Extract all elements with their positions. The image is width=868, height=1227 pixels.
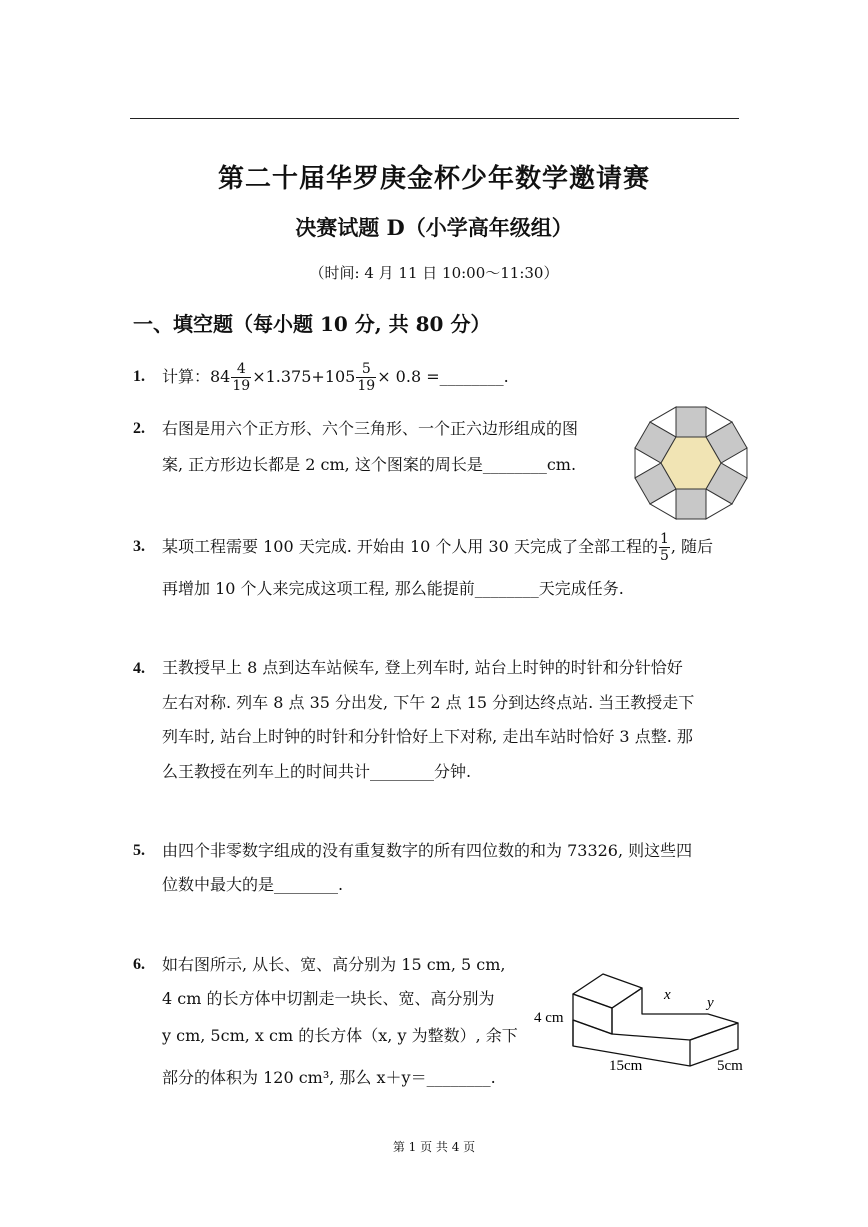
label-x: x bbox=[664, 987, 671, 1003]
page-title: 第二十届华罗庚金杯少年数学邀请赛 bbox=[217, 164, 650, 194]
page-subtitle: 决赛试题 D（小学高年级组） bbox=[295, 215, 573, 240]
time-info: （时间: 4 月 11 日 10:00～11:30） bbox=[309, 264, 559, 282]
question-2-line-2: 案, 正方形边长都是 2 cm, 这个图案的周长是________cm. bbox=[162, 455, 577, 474]
cuboid-figure bbox=[528, 962, 753, 1078]
fraction bbox=[356, 361, 376, 394]
q1-prefix: 计算：84 bbox=[162, 367, 231, 386]
question-number: 4. bbox=[133, 660, 145, 677]
square bbox=[676, 489, 706, 519]
question-1-text bbox=[162, 355, 509, 399]
question-number: 6. bbox=[133, 956, 145, 973]
question-6-line-3: y cm, 5cm, x cm 的长方体（x, y 为整数）, 余下 bbox=[162, 1026, 518, 1045]
square bbox=[676, 407, 706, 437]
header-rule bbox=[130, 118, 739, 119]
question-6-line-2: 4 cm 的长方体中切割走一块长、宽、高分别为 bbox=[162, 989, 495, 1008]
label-height: 4 cm bbox=[534, 1010, 564, 1026]
dodecagon-figure bbox=[630, 402, 752, 524]
question-number: 5. bbox=[133, 842, 145, 859]
cuboid-front-step-face bbox=[573, 994, 612, 1034]
q3-suffix: , 随后 bbox=[670, 537, 714, 556]
question-5-line-2: 位数中最大的是________. bbox=[162, 875, 344, 894]
fraction-numerator: 4 bbox=[236, 361, 246, 377]
section-heading: 一、填空题（每小题 10 分, 共 80 分） bbox=[133, 312, 491, 336]
question-number: 3. bbox=[133, 538, 145, 555]
cuboid-edge bbox=[612, 1034, 690, 1040]
question-6-line-4: 部分的体积为 120 cm³, 那么 x＋y＝________. bbox=[162, 1068, 496, 1087]
question-4-line-2: 左右对称. 列车 8 点 35 分出发, 下午 2 点 15 分到达终点站. 当王教授走下 bbox=[162, 693, 695, 712]
question-4-line-4: 么王教授在列车上的时间共计________分钟. bbox=[162, 762, 472, 781]
fraction bbox=[231, 361, 251, 394]
label-width: 5cm bbox=[717, 1058, 743, 1074]
question-3-line-1 bbox=[162, 524, 713, 570]
fraction-numerator: 5 bbox=[361, 361, 371, 377]
cuboid-top-step-face bbox=[573, 974, 642, 1008]
fraction bbox=[659, 531, 670, 564]
q1-mid: ×1.375+105 bbox=[252, 367, 356, 386]
question-5-line-1: 由四个非零数字组成的没有重复数字的所有四位数的和为 73326, 则这些四 bbox=[162, 841, 693, 860]
fraction-numerator: 1 bbox=[659, 531, 669, 547]
q1-suffix: × 0.8 =________. bbox=[377, 367, 509, 386]
fraction-denominator: 19 bbox=[357, 378, 376, 394]
label-y: y bbox=[707, 995, 714, 1011]
label-length: 15cm bbox=[609, 1058, 643, 1074]
q3-prefix: 某项工程需要 100 天完成. 开始由 10 个人用 30 天完成了全部工程的 bbox=[162, 537, 658, 556]
page-footer: 第 1 页 共 4 页 bbox=[392, 1140, 476, 1154]
question-number: 2. bbox=[133, 420, 145, 437]
question-2-line-1: 右图是用六个正方形、六个三角形、一个正六边形组成的图 bbox=[162, 419, 579, 438]
question-3-line-2: 再增加 10 个人来完成这项工程, 那么能提前________天完成任务. bbox=[162, 579, 624, 598]
fraction-denominator: 19 bbox=[232, 378, 251, 394]
question-4-line-3: 列车时, 站台上时钟的时针和分针恰好上下对称, 走出车站时恰好 3 点整. 那 bbox=[162, 727, 693, 746]
question-number: 1. bbox=[133, 368, 145, 385]
question-6-line-1: 如右图所示, 从长、宽、高分别为 15 cm, 5 cm, bbox=[162, 955, 506, 974]
question-4-line-1: 王教授早上 8 点到达车站候车, 登上列车时, 站台上时钟的时针和分针恰好 bbox=[162, 658, 683, 677]
fraction-denominator: 5 bbox=[659, 548, 669, 564]
